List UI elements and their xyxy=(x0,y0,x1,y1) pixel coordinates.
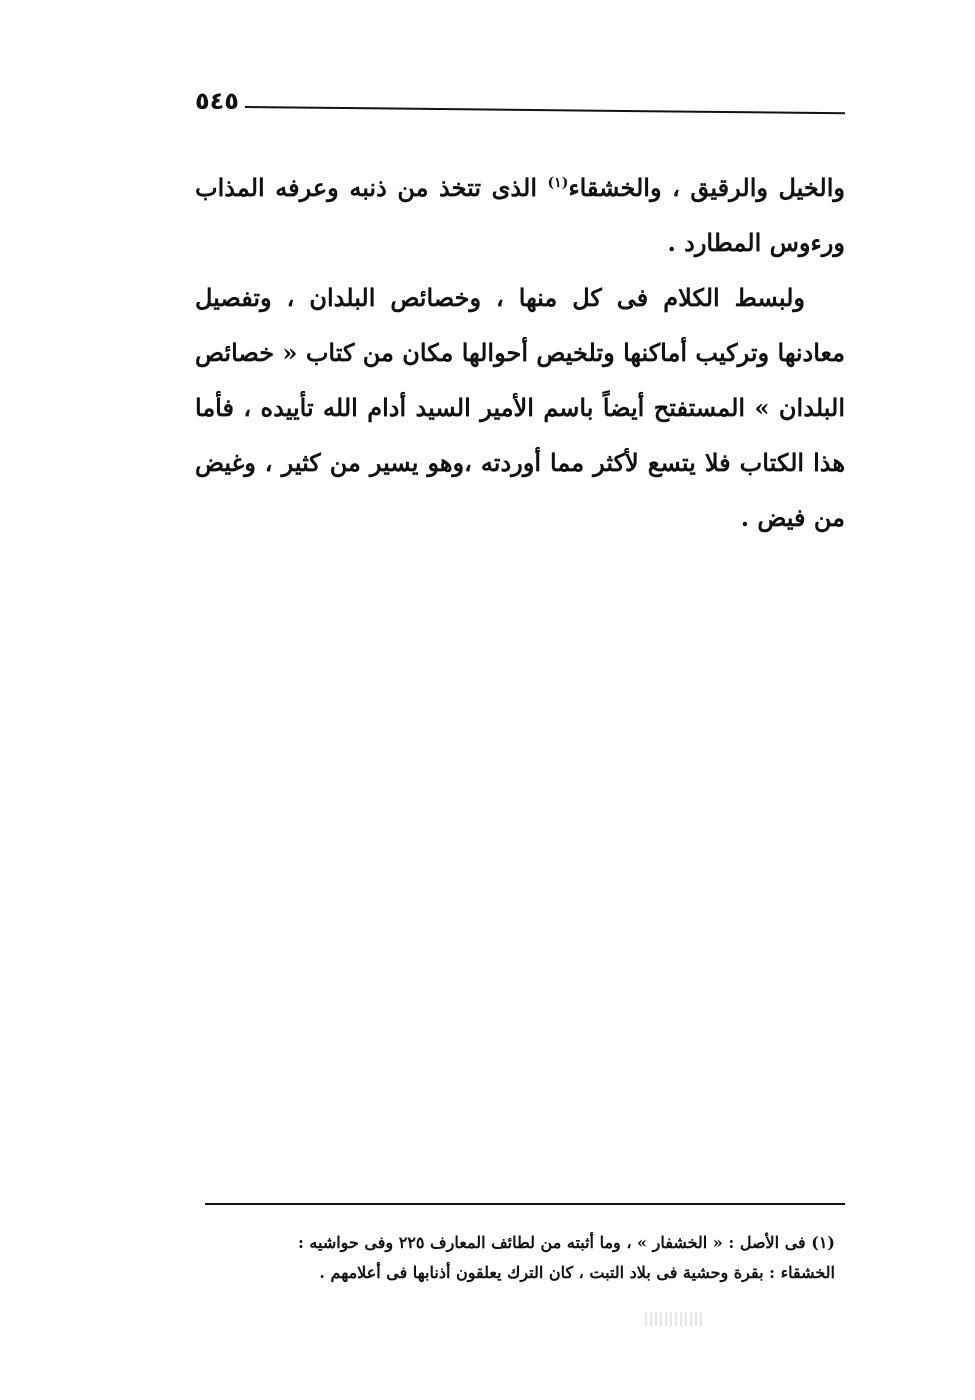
paragraph-1 xyxy=(195,160,845,270)
paragraph-2: ولبسط الكلام فى كل منها ، وخصائص البلدان ، وتفصيل معادنها وتركيب أماكنها وتلخيص أحوالها مكان من كتاب « خصائص البلدان » المستفتح أيضاً باسم الأمير السيد أدام الله تأييده ، فأما هذا الكتاب فلا يتسع لأكثر مما أوردته ،وهو يسير من كثير ، وغيض من فيض . xyxy=(195,283,845,532)
page-number: ٥٤٥ xyxy=(195,87,239,115)
faint-stamp-mark xyxy=(645,1312,705,1326)
footnote-line-1: (١) فى الأصل : « الخشفار » ، وما أثبته من لطائف المعارف ٢٢٥ وفى حواشيه : xyxy=(297,1233,835,1252)
header-rule xyxy=(245,106,845,114)
footnote-reference[interactable]: (١) xyxy=(547,175,569,191)
main-text xyxy=(195,160,845,545)
footnote-line-2: الخشقاء : بقرة وحشية فى بلاد التبت ، كان الترك يعلقون أذنابها فى أعلامهم . xyxy=(319,1263,835,1282)
paragraph-1-start: والخيل والرقيق ، والخشقاء xyxy=(568,173,845,202)
paragraph-1-end: الذى تتخذ من ذنبه وعرفه المذاب ورءوس المطارد . xyxy=(195,173,845,257)
footnote-rule xyxy=(205,1203,845,1205)
footnotes xyxy=(190,1228,835,1288)
